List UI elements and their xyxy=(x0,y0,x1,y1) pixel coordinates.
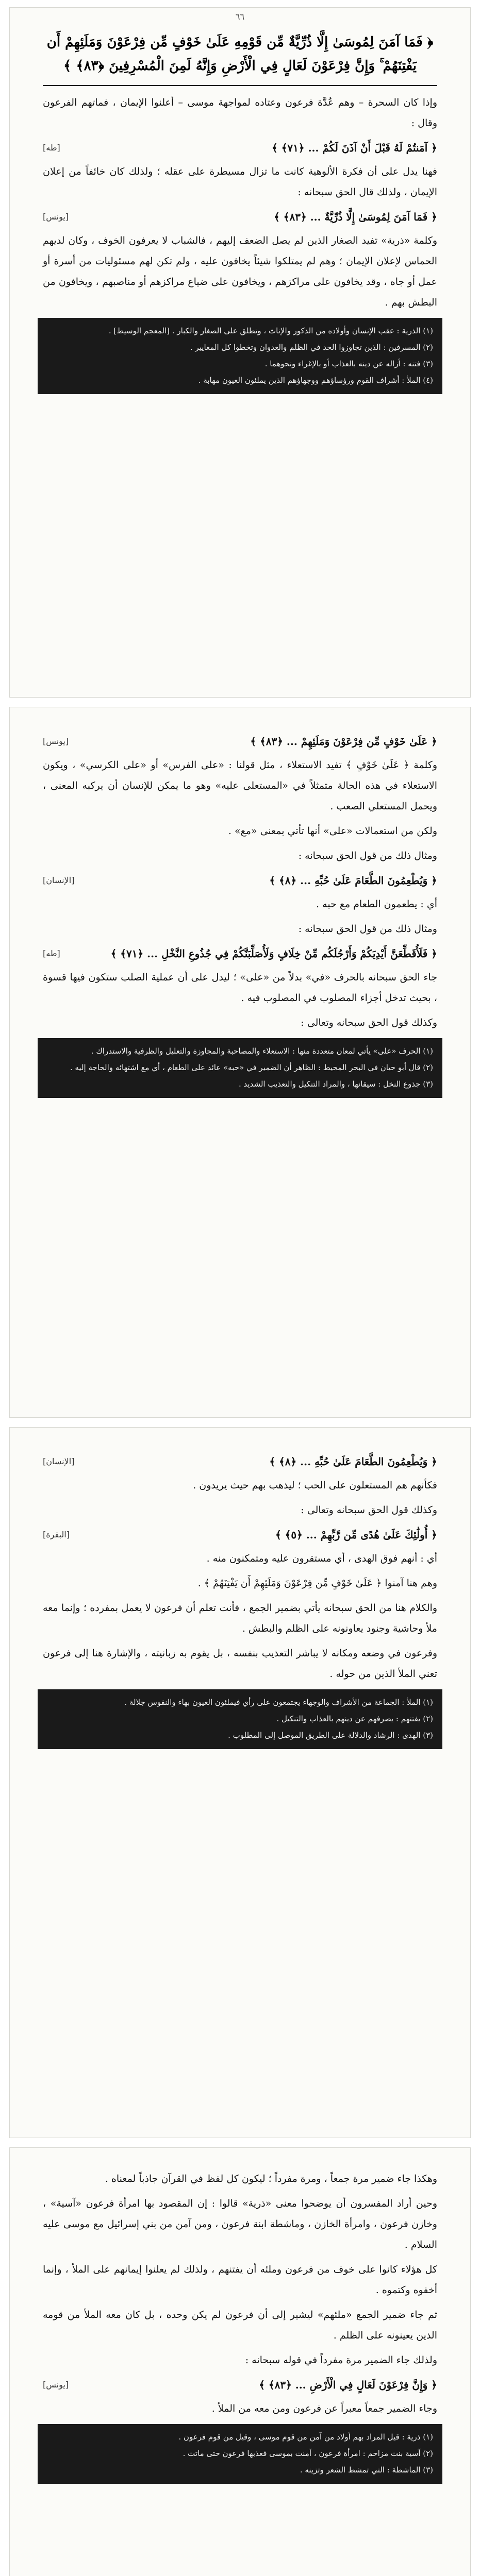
verse-text: ﴿ آمَنتُمْ لَهُ قَبْلَ أَنْ آذَنَ لَكُمْ ... ﴿٧١﴾ ﴾ xyxy=(272,142,437,154)
paragraph: والكلام هنا من الحق سبحانه يأتي بضمير الجمع ، فأنت تعلم أن فرعون لا يعمل بمفرده ؛ وإنما معه ملأ وحاشية وجنود يعاونونه على الظلم والبطش . xyxy=(43,1602,437,1634)
footnote: (٤) الملأ : أشراف القوم ورؤساؤهم ووجهاؤهم الذين يملئون العيون مهابة . xyxy=(198,376,433,385)
verse-source: [البقرة] xyxy=(43,1530,70,1539)
page-4 xyxy=(9,2147,471,2576)
paragraph: وإذا كان السحرة – وهم عُدَّة فرعون وعتاده لمواجهة موسى – أعلنوا الإيمان ، فماتهم الفرعون وقال : xyxy=(43,97,437,129)
verse-source: [الإنسان] xyxy=(43,875,75,885)
footnote: (١) الملأ : الجماعة من الأشراف والوجهاء يجتمعون على رأي فيملئون العيون بهاء والنفوس جلالة . xyxy=(124,1698,433,1707)
paragraph: وكذلك قول الحق سبحانه وتعالى : xyxy=(301,1504,437,1516)
paragraph: وفرعون في وضعه ومكانه لا يباشر التعذيب بنفسه ، بل يقوم به زبانيته ، والإشارة هنا إلى فرعون تعني الملأ الذين من حوله . xyxy=(43,1648,437,1680)
paragraph: ولذلك جاء الضمير مرة مفرداً في قوله سبحانه : xyxy=(245,2354,437,2366)
page-number: ٦٦ xyxy=(235,12,245,22)
verse-source: [طه] xyxy=(43,948,60,958)
paragraph: وهكذا جاء ضمير مرة جمعاً ، ومرة مفرداً ؛ ليكون كل لفظ في القرآن جاذباً لمعناه . xyxy=(105,2173,437,2184)
footnote: (١) الذرية : عقب الإنسان وأولاده من الذكور والإناث ، وتطلق على الصغار والكبار . [المعجم الوسيط] . xyxy=(108,326,433,335)
footnote: (٢) المسرفين : الذين تجاوزوا الحد في الظلم والعدوان وتخطوا كل المعايير . xyxy=(190,343,433,352)
footnote: (٣) جذوع النخل : سيقانها ، والمراد التنكيل والتعذيب الشديد . xyxy=(239,1079,433,1089)
quran-verse xyxy=(43,2375,437,2395)
paragraph: ومثال ذلك من قول الحق سبحانه : xyxy=(298,850,437,861)
verse-text: ﴿ وَيُطْعِمُونَ الطَّعَامَ عَلَىٰ حُبِّهِ ... ﴿٨﴾ ﴾ xyxy=(269,874,437,887)
paragraph: وكلمة ﴿ عَلَىٰ خَوْفٍ ﴾ تفيد الاستعلاء ، مثل قولنا : «على الفرس» أو «على الكرسي» ، ويكون الاستعلاء في هذه الحالة متمثلاً في «المستعلى عليه» وهو ما يمكن للإنسان أن يركبه المعنى ، ويحمل المستعلي الصعب . xyxy=(43,759,437,812)
footnote: (٣) فتنه : أزاله عن دينه بالعذاب أو بالإغراء ونحوهما . xyxy=(264,359,433,368)
verse-source: [يونس] xyxy=(43,2380,69,2389)
paragraph: ولكن من استعمالات «على» أنها تأتي بمعنى «مع» . xyxy=(228,825,437,837)
footnote: (١) الحرف «على» يأتي لمعان متعددة منها : الاستعلاء والمصاحبة والمجاوزة والتعليل والظرفية والاستدراك . xyxy=(91,1046,433,1056)
paragraph: فكأنهم هم المستعلون على الحب ؛ ليذهب بهم حيث يريدون . xyxy=(193,1480,437,1491)
quran-verse xyxy=(43,870,437,891)
footnote: (٢) آسية بنت مزاحم : امرأة فرعون ، آمنت بموسى فعذبها فرعون حتى ماتت . xyxy=(183,2449,433,2458)
footnote: (٣) الهدى : الرشاد والدلالة على الطريق الموصل إلى المطلوب . xyxy=(228,1731,433,1740)
verse-source: [طه] xyxy=(43,143,60,152)
quran-verse xyxy=(43,207,437,227)
footnotes xyxy=(38,1689,442,1749)
paragraph: وكلمة «ذرية» تفيد الصغار الذين لم يصل الضعف إليهم ، فالشباب لا يعرفون الخوف ، وكان لديهم الحماس لإعلان الإيمان ؛ وهم لم يمتلكوا شيئاً يخافون عليه ، ولم تكن لهم مسئوليات من أسرة أو عمل أو جاه ، وقد يخافون على مراكزهم ، ويخافون على ضياع مراكزهم أو مناصبهم ، ويخافون من البطش بهم . xyxy=(43,235,437,308)
quran-verse xyxy=(43,943,437,964)
verse-text: ﴿ أُولَٰئِكَ عَلَىٰ هُدًى مِّن رَّبِّهِمْ ... ﴿٥﴾ ﴾ xyxy=(275,1529,437,1541)
footnotes xyxy=(38,318,442,394)
paragraph: وحين أراد المفسرون أن يوضحوا معنى «ذرية» قالوا : إن المقصود بها امرأة فرعون «آسية» ، وخازن فرعون ، وامرأة الخازن ، وماشطة ابنة فرعون ، ومن آمن من بني إسرائيل مع موسى عليه السلام . xyxy=(43,2198,437,2250)
paragraph: جاء الحق سبحانه بالحرف «في» بدلاً من «على» ؛ ليدل على أن عملية الصلب ستكون فيها قسوة ، بحيث تدخل أجزاء المصلوب في المصلوب فيه . xyxy=(43,972,437,1004)
paragraph: وهم هنا آمنوا ﴿ عَلَىٰ خَوْفٍ مِّن فِرْعَوْنَ وَمَلَئِهِمْ أَن يَفْتِنَهُمْ ﴾ . xyxy=(197,1578,437,1589)
paragraph: كل هؤلاء كانوا على خوف من فرعون وملئه أن يفتنهم ، ولذلك لم يعلنوا إيمانهم على الملأ ، وإنما أخفوه وكتموه . xyxy=(43,2264,437,2296)
verse-text: ﴿ فَمَا آمَنَ لِمُوسَىٰ إِلَّا ذُرِّيَّةٌ ... ﴿٨٣﴾ ﴾ xyxy=(274,211,437,223)
paragraph: ثم جاء ضمير الجمع «ملئهم» ليشير إلى أن فرعون لم يكن وحده ، بل كان معه الملأ من قومه الذين يعينونه على الظلم . xyxy=(43,2309,437,2341)
verse-source: [يونس] xyxy=(43,736,69,746)
footnote: (١) ذرية : قيل المراد بهم أولاد من آمن من قوم موسى ، وقيل من قوم فرعون . xyxy=(178,2432,433,2442)
paragraph: فهنا يدل على أن فكرة الألوهية كانت ما تزال مسيطرة على عقله ؛ ولذلك كان خائفاً من إعلان الإيمان ، ولذلك قال الحق سبحانه : xyxy=(43,166,437,198)
divider xyxy=(43,85,437,86)
quran-verse xyxy=(43,1451,437,1472)
verse-text: ﴿ وَيُطْعِمُونَ الطَّعَامَ عَلَىٰ حُبِّهِ ... ﴿٨﴾ ﴾ xyxy=(269,1455,437,1468)
verse-text: ﴿ عَلَىٰ خَوْفٍ مِّن فِرْعَوْنَ وَمَلَئِهِمْ ... ﴿٨٣﴾ ﴾ xyxy=(250,735,437,748)
paragraph: وكذلك قول الحق سبحانه وتعالى : xyxy=(301,1017,437,1028)
paragraph: أي : يطعمون الطعام مع حبه . xyxy=(316,899,437,910)
paragraph: وجاء الضمير جمعاً معبراً عن فرعون ومن معه من الملأ . xyxy=(211,2403,437,2414)
header-verse: ﴿ فَمَا آمَنَ لِمُوسَىٰ إِلَّا ذُرِّيَّةٌ مِّن قَوْمِهِ عَلَىٰ خَوْفٍ مِّن فِرْعَوْنَ وَمَلَئِهِمْ أَن يَفْتِنَهُمْ ۚ وَإِنَّ فِرْعَوْنَ لَعَالٍ فِي الْأَرْضِ وَإِنَّهُ لَمِنَ الْمُسْرِفِينَ ﴿٨٣﴾ ﴾ xyxy=(46,35,434,74)
verse-text: ﴿ فَلَأُقَطِّعَنَّ أَيْدِيَكُمْ وَأَرْجُلَكُم مِّنْ خِلَافٍ وَلَأُصَلِّبَنَّكُمْ فِي جُذُوعِ النَّخْلِ ... ﴿٧١﴾ ﴾ xyxy=(110,947,437,960)
footnote: (٢) قال أبو حيان في البحر المحيط : الظاهر أن الضمير في «حبه» عائد على الطعام ، أي مع اشتهائه والحاجة إليه . xyxy=(70,1063,433,1072)
paragraph: ومثال ذلك من قول الحق سبحانه : xyxy=(298,923,437,935)
page-3 xyxy=(9,1427,471,2138)
footnote: (٣) الماشطة : التي تمشط الشعر وتزينه . xyxy=(300,2465,433,2475)
verse-source: [الإنسان] xyxy=(43,1456,75,1466)
page-1 xyxy=(9,7,471,698)
footnotes xyxy=(38,1038,442,1098)
page-2 xyxy=(9,707,471,1418)
footnotes xyxy=(38,2424,442,2484)
footnote: (٢) يفتنهم : يصرفهم عن دينهم بالعذاب والتنكيل . xyxy=(276,1714,433,1723)
verse-source: [يونس] xyxy=(43,212,69,222)
paragraph: أي : أنهم فوق الهدى ، أي مستقرون عليه ومتمكنون منه . xyxy=(206,1553,437,1564)
quran-verse xyxy=(43,731,437,752)
quran-verse xyxy=(43,138,437,158)
verse-text: ﴿ وَإِنَّ فِرْعَوْنَ لَعَالٍ فِي الْأَرْضِ ... ﴿٨٣﴾ ﴾ xyxy=(259,2379,437,2391)
quran-verse xyxy=(43,1524,437,1545)
